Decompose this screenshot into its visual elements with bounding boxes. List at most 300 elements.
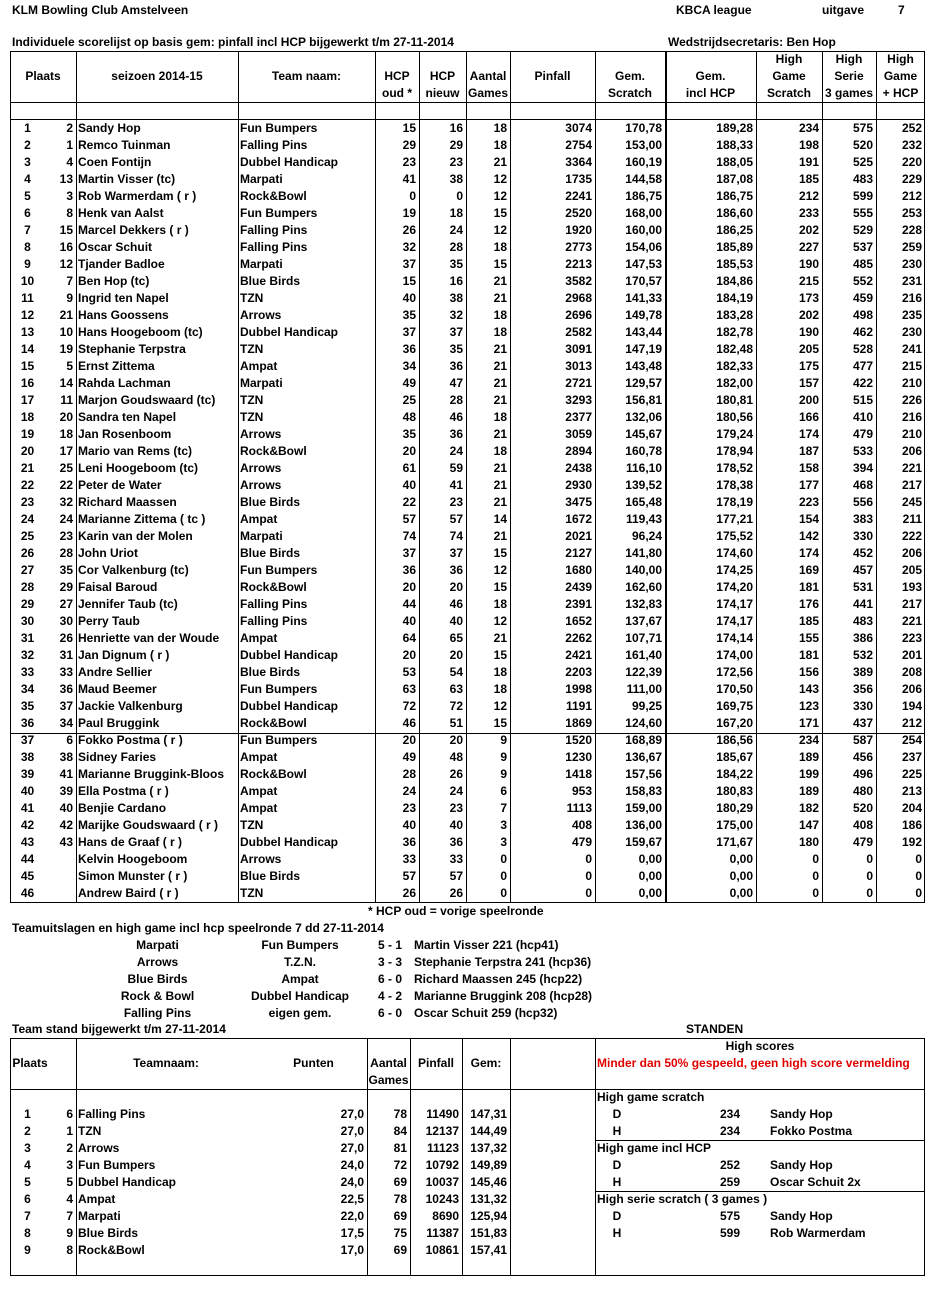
avg-hcp: 184,86 <box>716 274 753 288</box>
avg-hcp: 189,28 <box>716 121 753 135</box>
high-game-scratch: 155 <box>798 631 819 645</box>
avg-scratch: 147,53 <box>625 257 662 271</box>
pinfall: 11490 <box>426 1107 459 1121</box>
team-prev-rank: 1 <box>66 1124 73 1138</box>
pinfall: 1680 <box>565 563 592 577</box>
player-name: Simon Munster ( r ) <box>78 869 188 883</box>
high-game-hcp: 230 <box>901 257 922 271</box>
high-serie: 422 <box>852 376 873 390</box>
games: 18 <box>493 597 507 611</box>
team-name: Dubbel Handicap <box>240 325 339 339</box>
avg-scratch: 186,75 <box>625 189 662 203</box>
secretary: Wedstrijdsecretaris: Ben Hop <box>668 35 836 49</box>
pinfall: 3091 <box>565 342 592 356</box>
games: 12 <box>493 172 507 186</box>
avg-hcp: 171,67 <box>716 835 753 849</box>
average: 157,41 <box>470 1243 507 1257</box>
avg-scratch: 137,67 <box>625 614 662 628</box>
high-game-scratch: 227 <box>798 240 819 254</box>
high-serie: 532 <box>852 648 873 662</box>
avg-hcp: 178,19 <box>716 495 753 509</box>
player-name: Marjon Goudswaard (tc) <box>78 393 216 407</box>
high-serie: 515 <box>852 393 873 407</box>
avg-scratch: 0,00 <box>638 886 662 900</box>
hcp-old: 40 <box>402 818 416 832</box>
avg-hcp: 182,48 <box>716 342 753 356</box>
pinfall: 2930 <box>565 478 592 492</box>
avg-scratch: 143,44 <box>625 325 662 339</box>
prev-rank: 12 <box>59 257 73 271</box>
hcp-old: 40 <box>402 614 416 628</box>
high-game-scratch: 147 <box>798 818 819 832</box>
avg-scratch: 140,00 <box>625 563 662 577</box>
rank: 44 <box>20 852 35 866</box>
avg-hcp: 167,20 <box>716 716 753 730</box>
team-stand-title: Team stand bijgewerkt t/m 27-11-2014 <box>12 1022 226 1036</box>
prev-rank <box>45 868 76 885</box>
table-row <box>10 154 925 171</box>
pinfall: 11387 <box>426 1226 459 1240</box>
team-name: Marpati <box>240 172 283 186</box>
high-serie: 529 <box>852 223 873 237</box>
rank: 6 <box>24 206 31 220</box>
high-game-scratch: 205 <box>798 342 819 356</box>
prev-rank: 1 <box>66 138 73 152</box>
col-hcp-new: HCP nieuw <box>425 69 460 100</box>
prev-rank: 24 <box>59 512 73 526</box>
team-name: Falling Pins <box>240 223 308 237</box>
col-season: seizoen 2014-15 <box>111 69 203 83</box>
high-game-scratch: 166 <box>798 410 819 424</box>
rank: 46 <box>20 886 35 900</box>
team-name: Blue Birds <box>240 869 301 883</box>
avg-hcp: 180,83 <box>716 784 753 798</box>
pinfall: 3475 <box>565 495 592 509</box>
hcp-new: 0 <box>456 189 463 203</box>
hcp-old: 37 <box>402 325 416 339</box>
pinfall: 2391 <box>565 597 592 611</box>
prev-rank <box>45 885 76 902</box>
prev-rank: 26 <box>59 631 73 645</box>
avg-scratch: 168,89 <box>625 733 662 747</box>
prev-rank: 19 <box>59 342 73 356</box>
col-high-serie: High Serie 3 games <box>824 52 874 100</box>
high-scores-title: High scores <box>725 1039 795 1053</box>
high-game-hcp: 204 <box>901 801 922 815</box>
home-team: Arrows <box>136 955 179 969</box>
player-name: Marianne Bruggink-Bloos <box>78 767 225 781</box>
table-row <box>10 800 925 817</box>
hcp-new: 40 <box>449 818 463 832</box>
player-name: Fokko Postma ( r ) <box>78 733 183 747</box>
prev-rank: 13 <box>59 172 73 186</box>
table-row <box>10 1106 510 1123</box>
team-name: TZN <box>78 1124 102 1138</box>
high-game-scratch: 171 <box>798 716 819 730</box>
high-game-hcp: 231 <box>901 274 922 288</box>
high-game-scratch: 0 <box>812 852 819 866</box>
high-serie: 457 <box>852 563 873 577</box>
avg-scratch: 144,58 <box>625 172 662 186</box>
player-name: Henriette van der Woude <box>78 631 220 645</box>
games: 12 <box>493 614 507 628</box>
avg-hcp: 0,00 <box>729 852 753 866</box>
hcp-old: 34 <box>402 359 416 373</box>
team-name: Fun Bumpers <box>240 563 318 577</box>
high-game-scratch: 0 <box>812 886 819 900</box>
team-name: Falling Pins <box>240 597 308 611</box>
games: 15 <box>493 257 507 271</box>
home-team: Blue Birds <box>127 972 188 986</box>
high-serie: 356 <box>852 682 873 696</box>
high-game-hcp: 212 <box>901 716 922 730</box>
hcp-old: 40 <box>402 291 416 305</box>
pinfall: 1230 <box>565 750 592 764</box>
rank: 41 <box>20 801 35 815</box>
games: 18 <box>493 410 507 424</box>
home-team: Falling Pins <box>123 1006 192 1020</box>
player-name: Faisal Baroud <box>78 580 158 594</box>
prev-rank: 43 <box>59 835 73 849</box>
rank: 24 <box>20 512 35 526</box>
high-serie: 525 <box>852 155 873 169</box>
high-game-hcp: 216 <box>901 291 922 305</box>
table-row <box>10 494 925 511</box>
hcp-old: 33 <box>402 852 416 866</box>
hs-score: 575 <box>719 1209 740 1223</box>
hcp-old: 57 <box>402 869 416 883</box>
prev-rank: 33 <box>59 665 73 679</box>
high-game-scratch: 169 <box>798 563 819 577</box>
pinfall: 3013 <box>565 359 592 373</box>
avg-scratch: 168,00 <box>625 206 662 220</box>
table-row <box>10 596 925 613</box>
hcp-new: 24 <box>449 444 463 458</box>
team-name: Ampat <box>240 512 278 526</box>
away-team: T.Z.N. <box>284 955 316 969</box>
pinfall: 1191 <box>565 699 592 713</box>
avg-hcp: 180,81 <box>716 393 753 407</box>
high-game-hcp: 0 <box>915 886 922 900</box>
hcp-old: 19 <box>402 206 416 220</box>
avg-scratch: 170,78 <box>625 121 662 135</box>
table-row <box>10 426 925 443</box>
avg-scratch: 145,67 <box>625 427 662 441</box>
team-name: Arrows <box>78 1141 120 1155</box>
match-score: 3 - 3 <box>377 955 402 969</box>
high-game-scratch: 158 <box>798 461 819 475</box>
prev-rank: 22 <box>59 478 73 492</box>
edition-label: uitgave <box>822 3 865 17</box>
high-game-hcp: 254 <box>901 733 922 747</box>
avg-scratch: 0,00 <box>638 852 662 866</box>
team-name: Blue Birds <box>240 495 301 509</box>
hcp-footnote: * HCP oud = vorige speelronde <box>368 904 544 918</box>
team-name: Arrows <box>240 308 282 322</box>
high-serie: 0 <box>866 886 873 900</box>
games: 15 <box>493 648 507 662</box>
avg-scratch: 161,40 <box>625 648 662 662</box>
table-row <box>10 1174 510 1191</box>
pinfall: 3364 <box>565 155 592 169</box>
hcp-new: 35 <box>449 342 463 356</box>
rank: 25 <box>20 529 35 543</box>
high-game-scratch: 202 <box>798 308 819 322</box>
high-game-hcp: 206 <box>901 682 922 696</box>
table-row <box>10 324 925 341</box>
high-game-hcp: 235 <box>901 308 922 322</box>
avg-hcp: 186,56 <box>716 733 753 747</box>
standen-label: STANDEN <box>686 1022 744 1036</box>
points: 27,0 <box>340 1124 364 1138</box>
pinfall: 2754 <box>565 138 592 152</box>
high-serie: 599 <box>852 189 873 203</box>
pinfall: 1520 <box>565 733 592 747</box>
games: 18 <box>493 308 507 322</box>
hcp-old: 35 <box>402 308 416 322</box>
games: 21 <box>493 274 507 288</box>
pinfall: 953 <box>571 784 592 798</box>
games: 0 <box>500 869 507 883</box>
hcp-new: 36 <box>449 835 463 849</box>
hcp-old: 20 <box>402 444 416 458</box>
high-game-hcp: 221 <box>901 614 922 628</box>
player-name: Remco Tuinman <box>78 138 171 152</box>
team-name: TZN <box>240 342 264 356</box>
pinfall: 10243 <box>425 1192 459 1206</box>
hcp-old: 40 <box>402 478 416 492</box>
table-row <box>10 681 925 698</box>
stand-col-punten: Punten <box>293 1056 334 1070</box>
avg-hcp: 174,60 <box>716 546 753 560</box>
high-game-hcp: 223 <box>901 631 922 645</box>
team-name: Ampat <box>240 750 278 764</box>
high-game-hcp: 213 <box>901 784 922 798</box>
team-name: TZN <box>240 393 264 407</box>
table-row <box>10 205 925 222</box>
prev-rank: 9 <box>66 291 73 305</box>
table-row <box>10 783 925 800</box>
high-serie: 479 <box>852 835 873 849</box>
hcp-new: 38 <box>449 291 463 305</box>
col-games: Aantal Games <box>467 69 509 100</box>
hcp-old: 49 <box>402 376 416 390</box>
hcp-old: 44 <box>402 597 416 611</box>
hcp-old: 61 <box>402 461 416 475</box>
prev-rank: 30 <box>59 614 73 628</box>
player-name: Coen Fontijn <box>78 155 152 169</box>
hcp-new: 24 <box>449 223 463 237</box>
high-serie: 575 <box>852 121 873 135</box>
player-name: Karin van der Molen <box>78 529 193 543</box>
pinfall: 3074 <box>565 121 592 135</box>
high-serie: 498 <box>852 308 873 322</box>
hcp-new: 57 <box>449 869 463 883</box>
team-rank: 3 <box>24 1141 31 1155</box>
high-game-hcp: 217 <box>901 597 922 611</box>
team-name: Fun Bumpers <box>240 206 318 220</box>
pinfall: 2127 <box>565 546 592 560</box>
hcp-new: 32 <box>449 308 463 322</box>
prev-rank: 4 <box>66 155 73 169</box>
high-game-scratch: 198 <box>798 138 819 152</box>
table-row <box>10 851 925 868</box>
high-serie: 555 <box>852 206 873 220</box>
team-name: Marpati <box>78 1209 121 1223</box>
high-game-hcp: 211 <box>902 512 922 526</box>
player-name: Ingrid ten Napel <box>78 291 169 305</box>
hcp-old: 20 <box>402 580 416 594</box>
team-name: Marpati <box>240 529 283 543</box>
games: 69 <box>393 1243 407 1257</box>
col-high-game-hcp: High Game + HCP <box>882 52 919 100</box>
games: 81 <box>393 1141 407 1155</box>
high-serie: 485 <box>852 257 873 271</box>
player-name: Jennifer Taub (tc) <box>78 597 178 611</box>
prev-rank: 11 <box>60 393 73 407</box>
high-serie: 330 <box>852 699 873 713</box>
high-game: Marianne Bruggink 208 (hcp28) <box>414 989 593 1003</box>
games: 21 <box>493 495 507 509</box>
hcp-new: 24 <box>449 784 463 798</box>
rank: 34 <box>20 682 35 696</box>
prev-rank: 8 <box>66 206 73 220</box>
rank: 9 <box>24 257 31 271</box>
prev-rank: 21 <box>59 308 73 322</box>
high-game-hcp: 241 <box>901 342 922 356</box>
team-name: Blue Birds <box>240 546 301 560</box>
avg-scratch: 159,67 <box>625 835 662 849</box>
games: 21 <box>493 529 507 543</box>
high-serie: 556 <box>852 495 873 509</box>
hcp-old: 74 <box>402 529 416 543</box>
rank: 27 <box>20 563 35 577</box>
hcp-new: 26 <box>449 886 463 900</box>
table-row <box>10 834 925 851</box>
games: 84 <box>393 1124 407 1138</box>
team-name: Dubbel Handicap <box>240 699 339 713</box>
hcp-old: 72 <box>402 699 416 713</box>
games: 69 <box>393 1175 407 1189</box>
high-serie: 0 <box>866 852 873 866</box>
high-score-section-title: High game incl HCP <box>597 1141 712 1155</box>
hcp-old: 36 <box>402 563 416 577</box>
hs-player: Sandy Hop <box>770 1107 833 1121</box>
games: 3 <box>500 818 507 832</box>
pinfall: 2262 <box>565 631 592 645</box>
high-game: Martin Visser 221 (hcp41) <box>414 938 559 952</box>
games: 21 <box>493 461 507 475</box>
hcp-old: 49 <box>402 750 416 764</box>
table-row <box>10 698 925 715</box>
high-game-scratch: 174 <box>798 546 819 560</box>
avg-scratch: 160,78 <box>625 444 662 458</box>
rank: 23 <box>20 495 35 509</box>
avg-hcp: 185,89 <box>716 240 753 254</box>
hs-score: 599 <box>719 1226 740 1240</box>
rank: 45 <box>20 869 35 883</box>
hcp-old: 15 <box>402 121 416 135</box>
club-name: KLM Bowling Club Amstelveen <box>12 3 189 17</box>
team-name: Dubbel Handicap <box>78 1175 177 1189</box>
table-row <box>10 392 925 409</box>
avg-scratch: 160,19 <box>625 155 662 169</box>
hs-kind: D <box>612 1107 622 1121</box>
games: 21 <box>493 342 507 356</box>
pinfall: 2241 <box>565 189 592 203</box>
hcp-new: 36 <box>449 427 463 441</box>
games: 21 <box>493 478 507 492</box>
high-game-hcp: 220 <box>901 155 922 169</box>
hcp-new: 63 <box>449 682 463 696</box>
hcp-new: 37 <box>449 546 463 560</box>
average: 137,32 <box>470 1141 507 1155</box>
table-row <box>10 664 925 681</box>
hcp-new: 23 <box>449 495 463 509</box>
table-row <box>10 1123 510 1140</box>
rank: 35 <box>20 699 35 713</box>
high-game-hcp: 215 <box>901 359 922 373</box>
pinfall: 2894 <box>565 444 592 458</box>
table-row <box>10 885 925 902</box>
team-name: Fun Bumpers <box>240 121 318 135</box>
team-name: TZN <box>240 291 264 305</box>
player-name: Ben Hop (tc) <box>78 274 150 288</box>
table-row <box>10 1208 510 1225</box>
pinfall: 2582 <box>565 325 592 339</box>
team-name: Rock&Bowl <box>240 189 307 203</box>
hs-player: Sandy Hop <box>770 1158 833 1172</box>
avg-hcp: 177,21 <box>716 512 753 526</box>
avg-hcp: 0,00 <box>729 869 753 883</box>
player-name: John Uriot <box>78 546 138 560</box>
average: 147,31 <box>470 1107 507 1121</box>
prev-rank: 38 <box>59 750 73 764</box>
games: 18 <box>493 682 507 696</box>
team-name: Blue Birds <box>78 1226 139 1240</box>
avg-scratch: 139,52 <box>625 478 662 492</box>
player-score-table <box>10 51 925 903</box>
prev-rank: 39 <box>59 784 73 798</box>
team-rank: 8 <box>24 1226 31 1240</box>
table-row <box>10 528 925 545</box>
high-serie: 552 <box>852 274 873 288</box>
player-name: Tjander Badloe <box>78 257 165 271</box>
team-name: Rock&Bowl <box>240 767 307 781</box>
games: 18 <box>493 121 507 135</box>
team-name: Falling Pins <box>240 138 308 152</box>
away-team: eigen gem. <box>268 1006 332 1020</box>
hcp-old: 0 <box>409 189 416 203</box>
team-prev-rank: 5 <box>66 1175 73 1189</box>
high-game-hcp: 201 <box>901 648 922 662</box>
high-game-hcp: 225 <box>901 767 922 781</box>
col-avg-scratch: Gem. Scratch <box>607 69 653 100</box>
rank: 11 <box>21 291 34 305</box>
prev-rank: 29 <box>59 580 73 594</box>
pinfall: 1998 <box>565 682 592 696</box>
prev-rank: 40 <box>59 801 73 815</box>
hcp-new: 36 <box>449 359 463 373</box>
player-name: Paul Bruggink <box>78 716 160 730</box>
rank: 39 <box>20 767 35 781</box>
high-serie: 383 <box>852 512 873 526</box>
high-game-scratch: 191 <box>798 155 819 169</box>
hcp-new: 36 <box>449 563 463 577</box>
table-row <box>10 1191 510 1208</box>
match-score: 6 - 0 <box>377 1006 402 1020</box>
games: 3 <box>500 835 507 849</box>
